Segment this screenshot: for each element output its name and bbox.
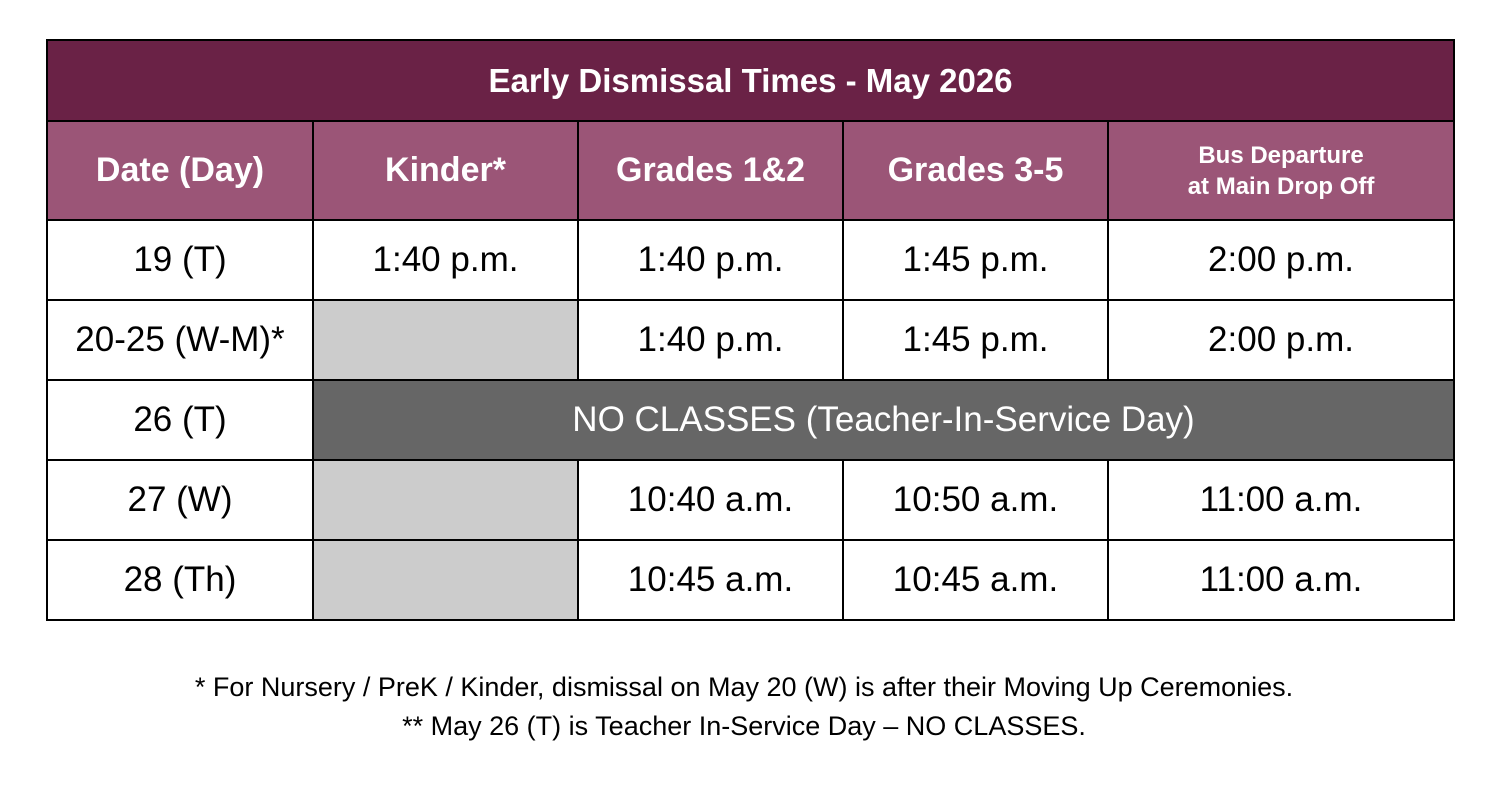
cell-date: 26 (T) <box>47 380 313 460</box>
table-row <box>47 460 1454 540</box>
cell-date: 19 (T) <box>47 220 313 300</box>
header-grades-3-5: Grades 3-5 <box>843 121 1108 220</box>
cell-bus: 2:00 p.m. <box>1108 300 1454 380</box>
table-row <box>47 300 1454 380</box>
header-bus-departure <box>1108 121 1454 220</box>
table-row <box>47 380 1454 460</box>
header-grades-1-2: Grades 1&2 <box>578 121 843 220</box>
table-row <box>47 220 1454 300</box>
cell-date: 20-25 (W-M)* <box>47 300 313 380</box>
cell-grades-3-5: 1:45 p.m. <box>843 300 1108 380</box>
cell-grades-3-5: 1:45 p.m. <box>843 220 1108 300</box>
table-row <box>47 540 1454 620</box>
cell-bus: 11:00 a.m. <box>1108 540 1454 620</box>
cell-date: 27 (W) <box>47 460 313 540</box>
cell-grades-1-2: 1:40 p.m. <box>578 300 843 380</box>
cell-grades-1-2: 10:40 a.m. <box>578 460 843 540</box>
table-title: Early Dismissal Times - May 2026 <box>47 40 1454 121</box>
header-bus-line1: Bus Departure <box>1198 141 1364 169</box>
cell-grades-3-5: 10:50 a.m. <box>843 460 1108 540</box>
cell-grades-3-5: 10:45 a.m. <box>843 540 1108 620</box>
footnote-inservice: ** May 26 (T) is Teacher In-Service Day – NO CLASSES. <box>402 711 1086 741</box>
no-classes-cell: NO CLASSES (Teacher-In-Service Day) <box>313 380 1454 460</box>
header-row <box>47 121 1454 220</box>
cell-grades-1-2: 10:45 a.m. <box>578 540 843 620</box>
dismissal-table <box>46 39 1455 621</box>
title-row <box>47 40 1454 121</box>
footnotes <box>0 668 1488 746</box>
cell-kinder-empty <box>313 540 578 620</box>
header-bus-line2: at Main Drop Off <box>1187 172 1375 200</box>
cell-bus: 11:00 a.m. <box>1108 460 1454 540</box>
cell-grades-1-2: 1:40 p.m. <box>578 220 843 300</box>
cell-kinder-empty <box>313 460 578 540</box>
cell-kinder: 1:40 p.m. <box>313 220 578 300</box>
header-kinder: Kinder* <box>313 121 578 220</box>
cell-date: 28 (Th) <box>47 540 313 620</box>
cell-bus: 2:00 p.m. <box>1108 220 1454 300</box>
header-date: Date (Day) <box>47 121 313 220</box>
cell-kinder-empty <box>313 300 578 380</box>
footnote-kinder: * For Nursery / PreK / Kinder, dismissal on May 20 (W) is after their Moving Up Ceremonies. <box>194 672 1294 702</box>
